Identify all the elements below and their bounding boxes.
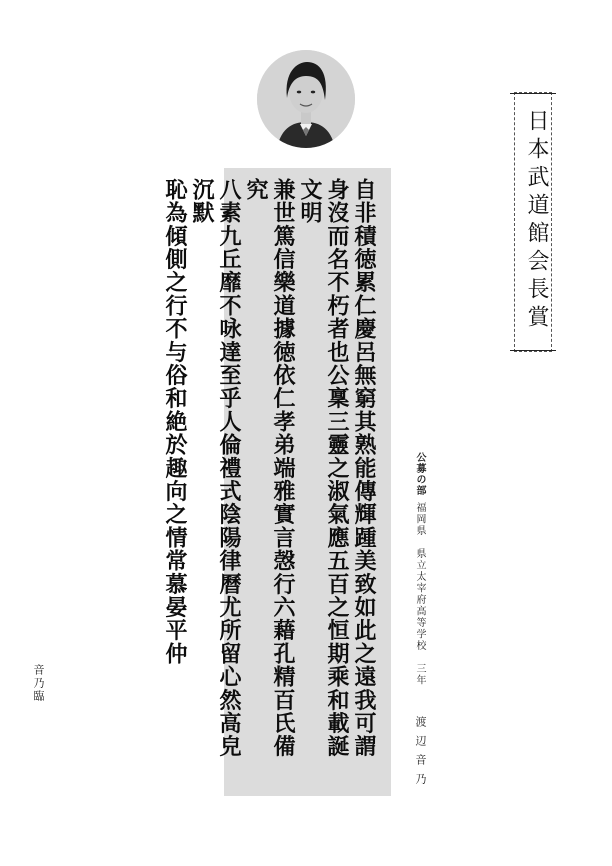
calligraphy-column: 自非積徳累仁慶呂無窮其熟能傳輝踵美致如此之遠我可謂 — [351, 178, 377, 758]
calligraphy-panel — [162, 168, 391, 796]
portrait-photo — [257, 50, 355, 148]
division-label: 公募の部 — [414, 452, 425, 496]
student-name: 渡辺音乃 — [414, 716, 427, 792]
calligraphy-column: 八素九丘靡不咏達至乎人倫禮式陰陽律曆尤所留心然高皃沉默 — [189, 178, 242, 758]
calligraphy-text — [161, 178, 377, 778]
school-info: 福岡県 県立太宰府高等学校 三年 — [414, 502, 425, 686]
student-portrait — [257, 50, 355, 148]
artist-signature: 音乃臨 — [32, 664, 45, 703]
calligraphy-column: 恥為傾側之行不与俗和絶於趣向之情常慕晏平仲 — [162, 178, 188, 666]
award-title: 日本武道館会長賞 — [524, 109, 549, 333]
calligraphy-column: 兼世篤信樂道據徳依仁孝弟端雅實言愨行六藉孔精百氏備究 — [243, 178, 296, 758]
calligraphy-column: 身沒而名不朽者也公稟三靈之淑氣應五百之恒期乘和載誕文明 — [297, 178, 350, 758]
award-label — [514, 92, 552, 352]
